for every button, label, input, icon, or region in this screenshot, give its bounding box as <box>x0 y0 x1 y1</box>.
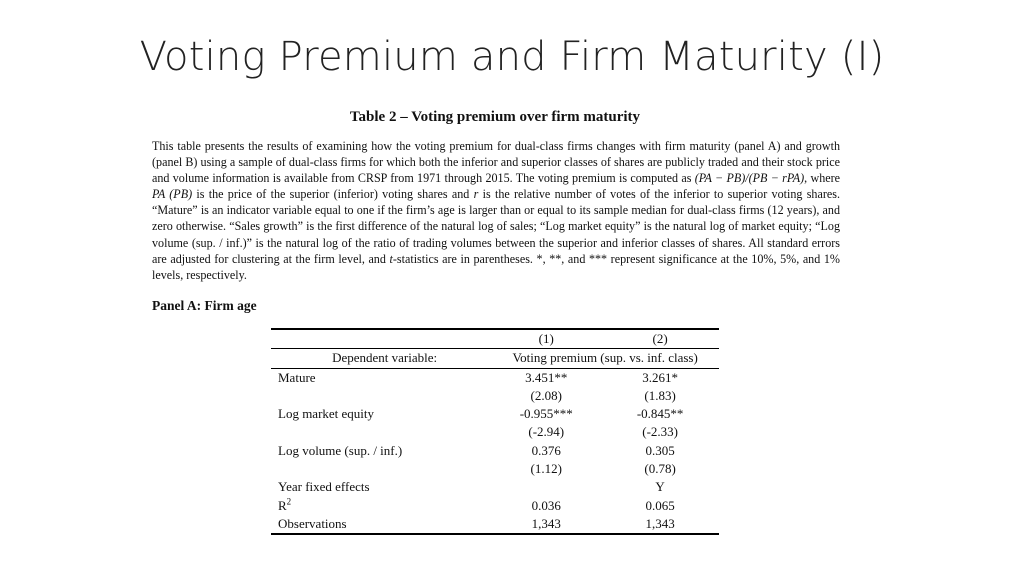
column-header-2: (2) <box>652 331 668 346</box>
row-label <box>271 423 491 441</box>
row-label: Log market equity <box>278 406 375 422</box>
r-squared-row <box>271 497 719 515</box>
results-table <box>271 328 719 535</box>
cell-col1: 1,343 <box>531 515 561 531</box>
table-description <box>152 138 840 283</box>
observations-label: Observations <box>278 515 347 531</box>
description-text-3: is the price of the superior (inferior) voting shares and <box>192 187 474 202</box>
slide-title: Voting Premium and Firm Maturity (I) <box>139 34 885 80</box>
row-label <box>271 387 491 405</box>
cell-col2: (0.78) <box>644 461 676 477</box>
table-row <box>271 368 719 387</box>
panel-label: Panel A: Firm age <box>152 298 257 313</box>
column-header-1: (1) <box>538 331 554 346</box>
column-number-row <box>271 330 719 349</box>
t-symbol: t <box>389 251 393 266</box>
table-row <box>271 405 719 423</box>
dependent-variable-label: Dependent variable: <box>271 349 491 368</box>
cell-col2: Y <box>655 479 665 495</box>
r-symbol: r <box>473 187 479 202</box>
description-text-1: This table presents the results of examining how the voting premium for dual-class firms changes with firm maturity (panel A) and growth (panel B) using a sample of dual-class firms for which both the inferior and superior classes of shares are publicly traded and their stock price and volume information is available from CRSP from 1971 through 2015. The voting premium is computed as <box>152 139 840 186</box>
cell-col2: -0.845** <box>636 406 684 422</box>
cell-col1: (1.12) <box>530 461 562 477</box>
cell-col2: (-2.33) <box>642 424 678 440</box>
cell-col2: 1,343 <box>645 515 675 531</box>
cell-col1: 3.451** <box>525 369 568 385</box>
table-row <box>271 460 719 478</box>
price-symbols: PA (PB) <box>152 187 193 202</box>
row-label: Year fixed effects <box>278 479 370 495</box>
cell-col2: (1.83) <box>644 387 676 403</box>
table-row <box>271 442 719 460</box>
dependent-variable-value: Voting premium (sup. vs. inf. class) <box>491 349 719 368</box>
r-squared-label <box>271 497 491 515</box>
description-text-4: is the relative number of votes of the inferior to superior voting shares. “Mature” is an indicator variable equal to one if the firm’s age is larger than or equal to its sample median for dual-class firms (12 years), and zero otherwise. “Sales growth” is the first difference of the natural log of sales; “Log market equity” is the natural log of market equity; “Log volume (sup. / inf.)” is the natural log of the ratio of trading volumes between the superior and inferior classes of shares. All standard errors are adjusted for clustering at the firm level, and <box>152 187 840 266</box>
table-caption: Table 2 – Voting premium over firm maturity <box>349 109 641 125</box>
cell-col1 <box>491 478 601 496</box>
formula-text: (PA − PB)/(PB − rPA) <box>694 171 805 186</box>
cell-col1: -0.955*** <box>519 406 573 422</box>
observations-row <box>271 515 719 533</box>
cell-col2: 3.261* <box>642 369 678 385</box>
table-row <box>271 387 719 405</box>
row-label: Mature <box>278 369 316 385</box>
table-row <box>271 478 719 496</box>
cell-col2: 0.065 <box>645 497 675 513</box>
cell-col1: 0.376 <box>531 442 561 458</box>
cell-col1: (-2.94) <box>528 424 565 440</box>
row-label <box>271 460 491 478</box>
description-text-5: -statistics are in parentheses. *, **, and *** represent significance at the 10%, 5%, and 1% levels, respectively. <box>152 251 840 282</box>
formula <box>695 171 804 185</box>
cell-col1: 0.036 <box>531 497 561 513</box>
row-label: Log volume (sup. / inf.) <box>278 442 403 458</box>
r-squared-exponent: 2 <box>286 496 292 507</box>
cell-col2: 0.305 <box>645 442 675 458</box>
r-squared-letter: R <box>278 497 287 513</box>
dependent-variable-row <box>271 349 719 368</box>
table-row <box>271 423 719 441</box>
description-text-2: , where <box>804 171 841 186</box>
cell-col1: (2.08) <box>530 387 562 403</box>
